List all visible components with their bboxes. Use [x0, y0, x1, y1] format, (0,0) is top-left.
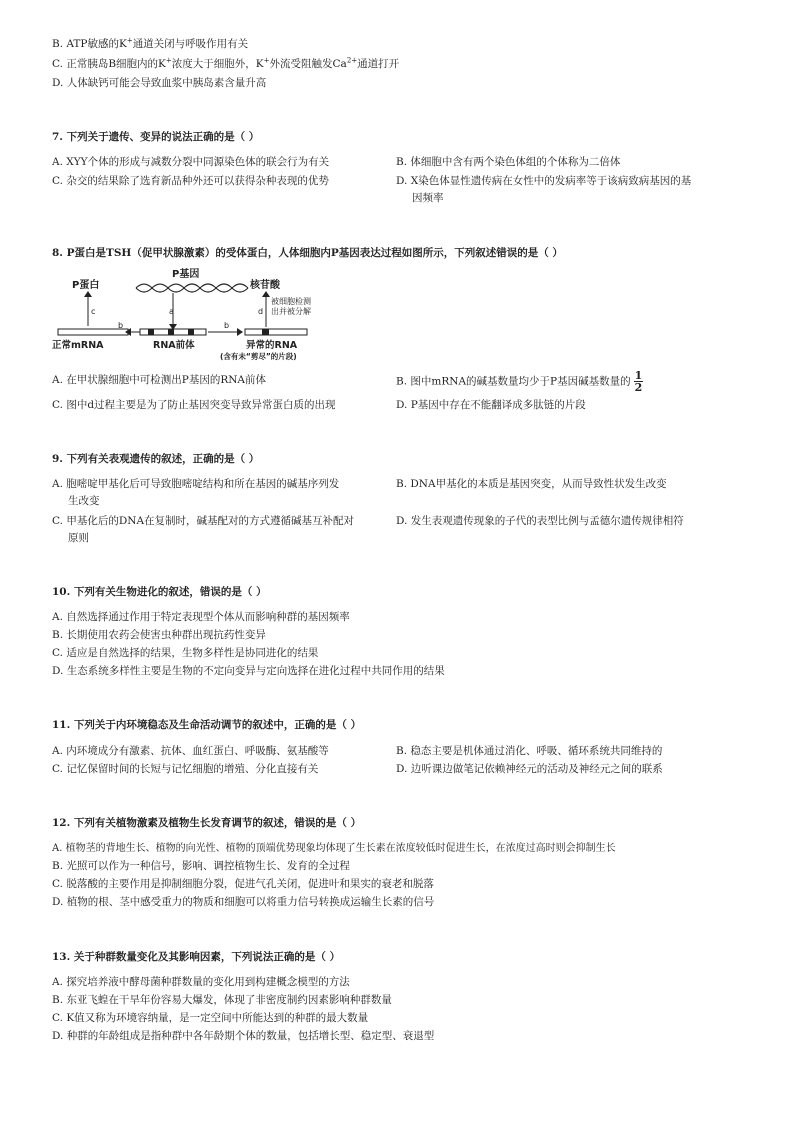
q10-option-b: B. 长期使用农药会使害虫种群出现抗药性变异: [52, 629, 266, 641]
label-a: a: [169, 307, 174, 316]
q12-stem: 12. 下列有关植物激素及植物生长发育调节的叙述，错误的是（ ）: [52, 817, 362, 829]
label-d: d: [258, 307, 264, 316]
q7-option-a: A. XYY个体的形成与减数分裂中同源染色体的联会行为有关: [52, 156, 330, 168]
fraction-one-half: $\frac{1}{2}$: [634, 369, 643, 394]
q10-option-c: C. 适应是自然选择的结果，生物多样性是协同进化的结果: [52, 647, 319, 659]
q9-option-a-line2: 生改变: [68, 495, 100, 507]
q12-option-b: B. 光照可以作为一种信号，影响、调控植物生长、发育的全过程: [52, 860, 350, 872]
q6-option-d: D. 人体缺钙可能会导致血浆中胰岛素含量升高: [52, 77, 267, 89]
arrow-c-head: [84, 291, 92, 297]
dna-strand-2: [136, 284, 248, 292]
q9-option-d: D. 发生表观遗传现象的子代的表型比例与孟德尔遗传规律相符: [396, 515, 684, 527]
q13-option-c: C. K值又称为环境容纳量，是一定空间中所能达到的种群的最大数量: [52, 1012, 369, 1024]
q7-option-d-line2: 因频率: [412, 192, 444, 204]
label-c: c: [91, 307, 96, 316]
q9-option-b: B. DNA甲基化的本质是基因突变，从而导致性状发生改变: [396, 478, 667, 490]
intron-3: [188, 329, 194, 335]
q13-option-b: B. 东亚飞蝗在干旱年份容易大爆发，体现了非密度制约因素影响种群数量: [52, 994, 392, 1006]
q8-stem: 8. P蛋白是TSH（促甲状腺激素）的受体蛋白，人体细胞内P基因表达过程如图所示，下列叙述错误的是（ ）: [52, 247, 563, 259]
q6-option-c: C. 正常胰岛B细胞内的K+浓度大于细胞外，K+外流受阻触发$Ca^{2+}$通道打开: [52, 56, 400, 70]
intron-2: [168, 329, 174, 335]
abnormal-rna-bar: [245, 329, 307, 335]
q9-option-a-line1: A. 胞嘧啶甲基化后可导致胞嘧啶结构和所在基因的碱基序列发: [52, 478, 340, 490]
p-protein-label: P蛋白: [72, 280, 100, 291]
abnormal-rna-note: (含有未“剪尽”的片段): [220, 352, 297, 361]
q6-option-b: B. ATP敏感的K+通道关闭与呼吸作用有关: [52, 36, 249, 50]
q8-option-b: B. 图中mRNA的碱基数量均少于P基因碱基数量的 $\frac{1}{2}$: [396, 369, 643, 394]
q8-option-a: A. 在甲状腺细胞中可检测出P基因的RNA前体: [52, 374, 266, 386]
q11-stem: 11. 下列关于内环境稳态及生命活动调节的叙述中，正确的是（ ）: [52, 719, 362, 731]
q13-option-a: A. 探究培养液中酵母菌种群数量的变化用到构建概念模型的方法: [52, 976, 350, 988]
q7-option-b: B. 体细胞中含有两个染色体组的个体称为二倍体: [396, 156, 621, 168]
nucleotide-label: 核苷酸: [250, 280, 280, 291]
rna-precursor-label: RNA前体: [153, 340, 195, 351]
unspliced-segment: [262, 329, 269, 335]
q10-stem: 10. 下列有关生物进化的叙述，错误的是（ ）: [52, 586, 267, 598]
q11-option-b: B. 稳态主要是机体通过消化、呼吸、循环系统共同维持的: [396, 745, 663, 757]
q13-option-d: D. 种群的年龄组成是指种群中各年龄期个体的数量，包括增长型、稳定型、衰退型: [52, 1030, 435, 1042]
q11-option-a: A. 内环境成分有激素、抗体、血红蛋白、呼吸酶、氨基酸等: [52, 745, 329, 757]
q7-option-d-line1: D. X染色体显性遗传病在女性中的发病率等于该病致病基因的基: [396, 175, 692, 187]
q9-stem: 9. 下列有关表观遗传的叙述，正确的是（ ）: [52, 453, 260, 465]
detect-label-1: 被细胞检测: [271, 297, 311, 306]
q13-stem: 13. 关于种群数量变化及其影响因素，下列说法正确的是（ ）: [52, 951, 341, 963]
p-gene-label: P基因: [172, 269, 200, 280]
abnormal-rna-label: 异常的RNA: [246, 340, 298, 351]
gene-expression-diagram: [52, 266, 352, 362]
dna-strand-1: [136, 284, 248, 292]
q12-option-d: D. 植物的根、茎中感受重力的物质和细胞可以将重力信号转换成运输生长素的信号: [52, 896, 435, 908]
label-b-right: b: [224, 321, 230, 330]
q8-option-c: C. 图中d过程主要是为了防止基因突变导致异常蛋白质的出现: [52, 399, 336, 411]
arrow-d-head: [262, 291, 270, 297]
q12-option-a: A. 植物茎的背地生长、植物的向光性、植物的顶端优势现象均体现了生长素在浓度较低时促进生长，在浓度过高时则会抑制生长: [52, 843, 616, 854]
detect-label-2: 出并被分解: [271, 307, 311, 316]
q10-option-a: A. 自然选择通过作用于特定表现型个体从而影响种群的基因频率: [52, 611, 350, 623]
label-b-left: b: [118, 321, 124, 330]
q11-option-d: D. 边听课边做笔记依赖神经元的活动及神经元之间的联系: [396, 763, 663, 775]
q7-stem: 7. 下列关于遗传、变异的说法正确的是（ ）: [52, 131, 260, 143]
normal-mrna-label: 正常mRNA: [52, 340, 104, 351]
q9-option-c-line1: C. 甲基化后的DNA在复制时，碱基配对的方式遵循碱基互补配对: [52, 515, 355, 527]
intron-1: [148, 329, 154, 335]
q7-option-c: C. 杂交的结果除了选育新品种外还可以获得杂种表现的优势: [52, 175, 329, 187]
q10-option-d: D. 生态系统多样性主要是生物的不定向变异与定向选择在进化过程中共同作用的结果: [52, 665, 445, 677]
q8-option-d: D. P基因中存在不能翻译成多肽链的片段: [396, 399, 586, 411]
q9-option-c-line2: 原则: [68, 532, 89, 544]
arrow-b-right-head: [237, 328, 243, 336]
q12-option-c: C. 脱落酸的主要作用是抑制细胞分裂，促进气孔关闭，促进叶和果实的衰老和脱落: [52, 878, 434, 890]
q11-option-c: C. 记忆保留时间的长短与记忆细胞的增殖、分化直接有关: [52, 763, 319, 775]
